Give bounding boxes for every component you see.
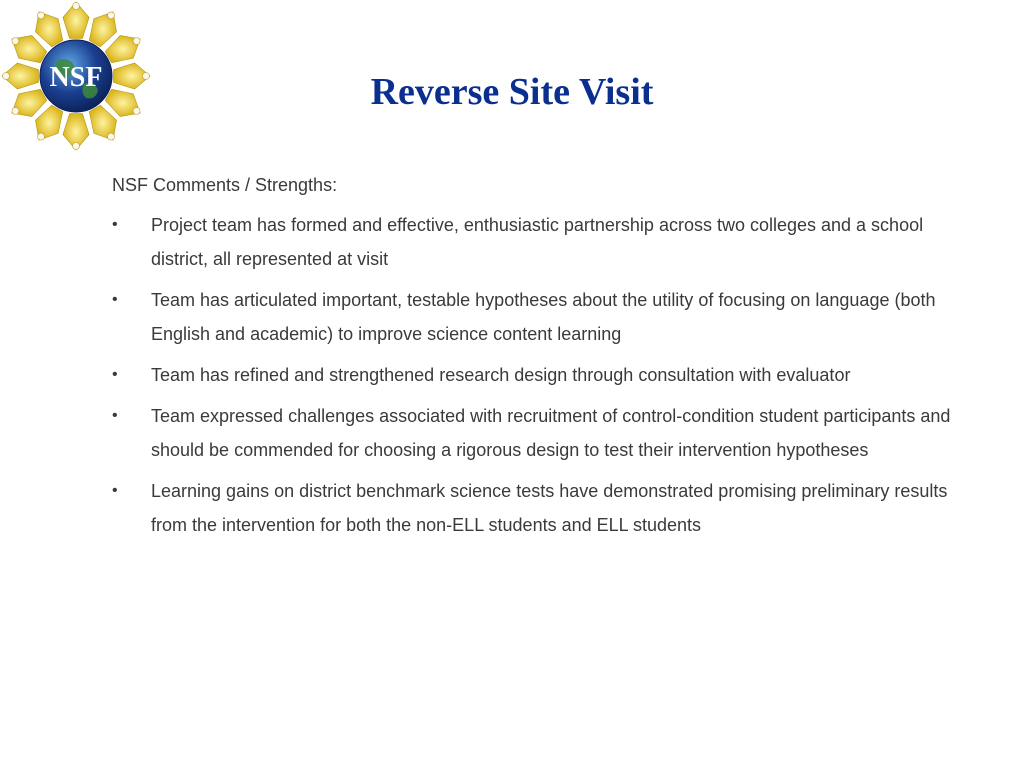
list-item-text: Team has articulated important, testable hypotheses about the utility of focusing on language (both English and academic) to improve science content learning — [151, 290, 936, 344]
logo-ray-dot — [38, 133, 45, 140]
slide-body — [112, 168, 972, 549]
logo-ray-dot — [108, 12, 115, 19]
list-item — [112, 474, 972, 542]
list-item — [112, 399, 972, 467]
list-item-text: Team expressed challenges associated with recruitment of control-condition student participants and should be commended for choosing a rigorous design to test their intervention hypotheses — [151, 406, 951, 460]
logo-ray-dot — [73, 3, 80, 10]
logo-ray-dot — [12, 38, 19, 45]
list-item — [112, 358, 972, 392]
logo-ray-dot — [38, 12, 45, 19]
list-item-text: Project team has formed and effective, enthusiastic partnership across two colleges and a school district, all represented at visit — [151, 215, 924, 269]
bullet-icon: • — [112, 482, 118, 499]
bullet-icon: • — [112, 366, 118, 383]
list-item — [112, 283, 972, 351]
logo-ray-dot — [133, 38, 140, 45]
list-item-text: Learning gains on district benchmark science tests have demonstrated promising preliminary results from the intervention for both the non-ELL students and ELL students — [151, 481, 948, 535]
intro-text: NSF Comments / Strengths: — [112, 175, 338, 195]
logo-ray-dot — [108, 133, 115, 140]
list-item-text: Team has refined and strengthened research design through consultation with evaluator — [151, 365, 851, 385]
nsf-logo-text: NSF — [49, 62, 103, 93]
bullet-icon: • — [112, 216, 118, 233]
strengths-list — [112, 208, 972, 542]
list-item — [112, 208, 972, 276]
logo-ray-dot — [73, 143, 80, 150]
bullet-icon: • — [112, 407, 118, 424]
bullet-icon: • — [112, 291, 118, 308]
slide-title: Reverse Site Visit — [370, 71, 654, 113]
